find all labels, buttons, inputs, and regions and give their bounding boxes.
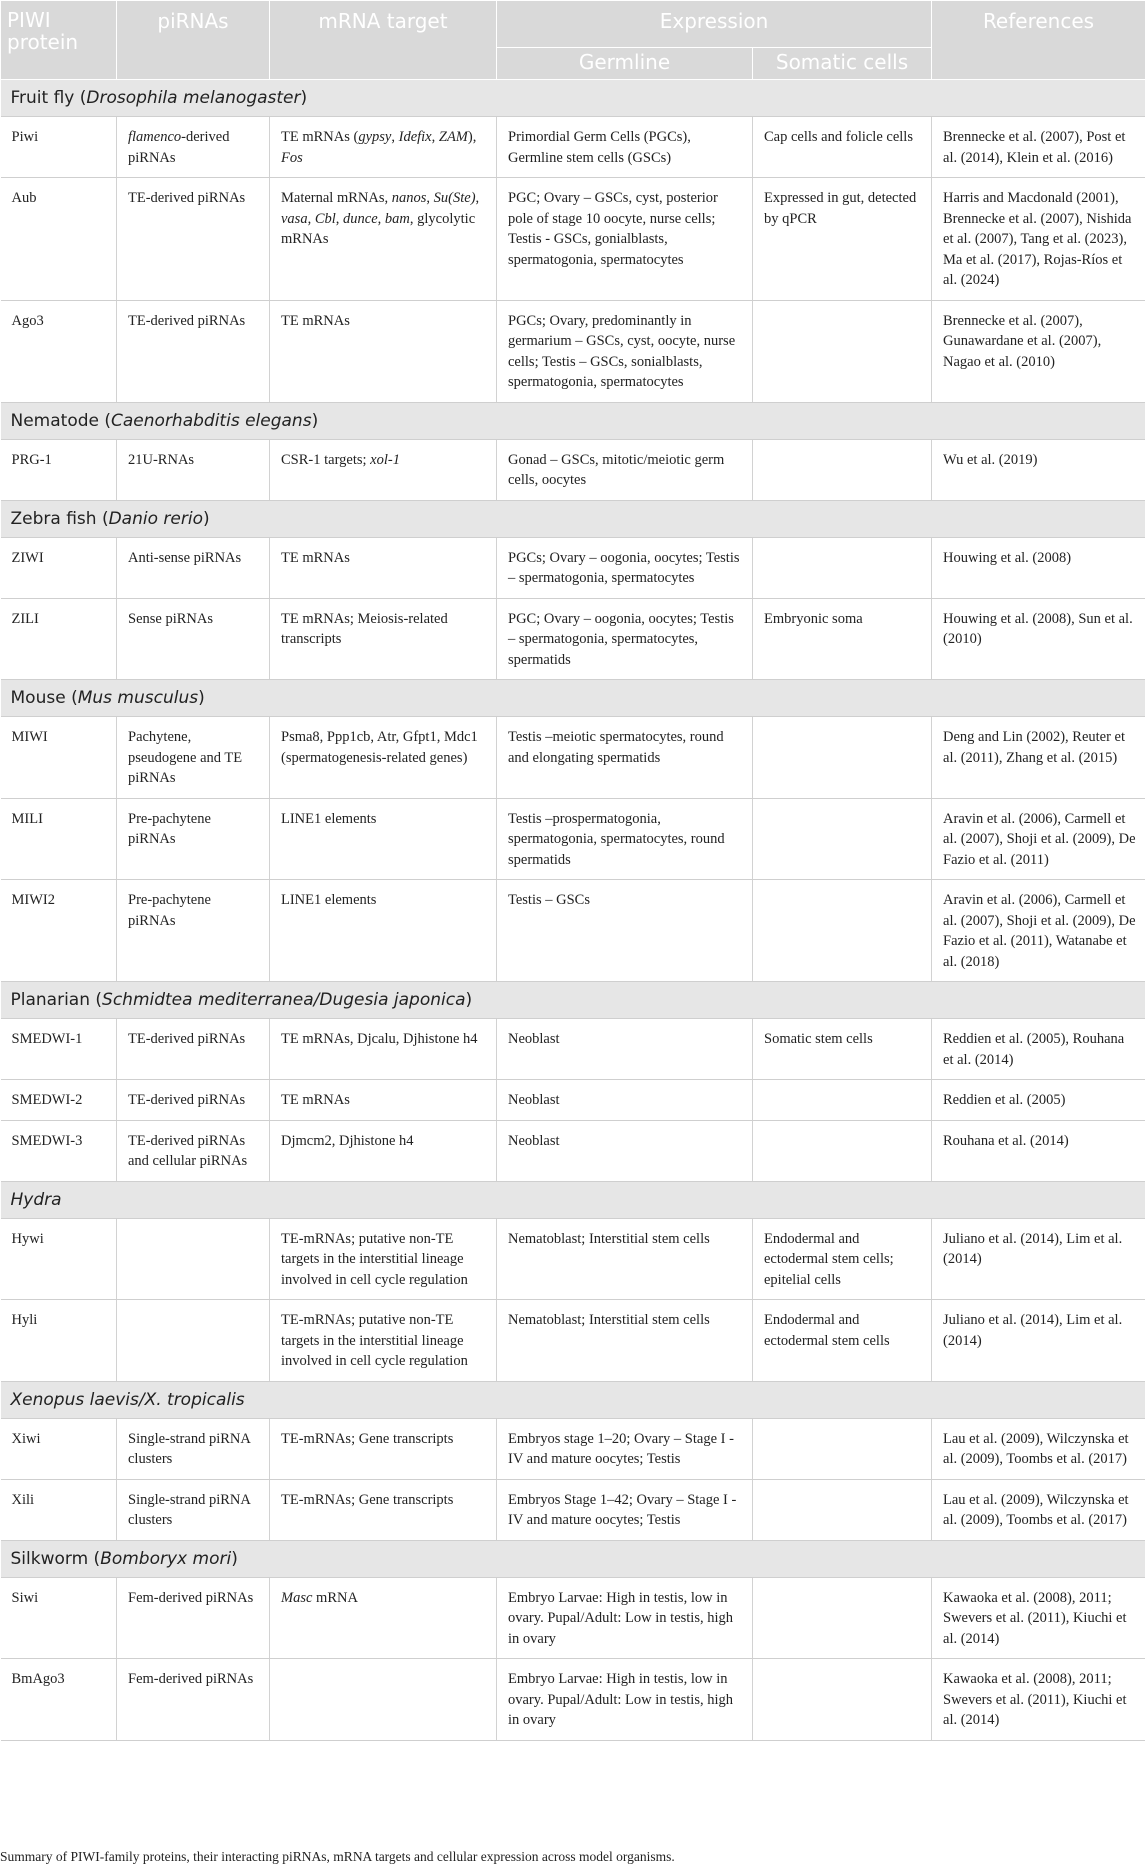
- cell-germline: Testis –prospermatogonia, spermatogonia, spermatocytes, round spermatids: [497, 798, 753, 880]
- cell-mrna-target: LINE1 elements: [270, 798, 497, 880]
- header-mrna-target: mRNA target: [270, 1, 497, 80]
- cell-germline: Embryos Stage 1–42; Ovary – Stage I - IV and mature oocytes; Testis: [497, 1479, 753, 1540]
- cell-references: Rouhana et al. (2014): [932, 1120, 1145, 1181]
- table-row: [1, 300, 1145, 402]
- cell-germline: PGC; Ovary – oogonia, oocytes; Testis – spermatogonia, spermatocytes, spermatids: [497, 598, 753, 680]
- cell-references: Juliano et al. (2014), Lim et al. (2014): [932, 1218, 1145, 1300]
- cell-germline: Testis –meiotic spermatocytes, round and elongating spermatids: [497, 717, 753, 799]
- cell-piwi-protein: Hywi: [1, 1218, 117, 1300]
- cell-piwi-protein: MILI: [1, 798, 117, 880]
- table-row: [1, 1080, 1145, 1121]
- organism-group-row: [1, 1181, 1145, 1218]
- cell-pirnas: [117, 1218, 270, 1300]
- table-row: [1, 798, 1145, 880]
- cell-mrna-target: Psma8, Ppp1cb, Atr, Gfpt1, Mdc1 (spermatogenesis-related genes): [270, 717, 497, 799]
- cell-piwi-protein: MIWI: [1, 717, 117, 799]
- cell-mrna-target: TE-mRNAs; putative non-TE targets in the interstitial lineage involved in cell cycle regulation: [270, 1218, 497, 1300]
- cell-references: Kawaoka et al. (2008), 2011; Swevers et al. (2011), Kiuchi et al. (2014): [932, 1577, 1145, 1659]
- cell-germline: PGCs; Ovary – oogonia, oocytes; Testis – spermatogonia, spermatocytes: [497, 537, 753, 598]
- cell-pirnas: Single-strand piRNA clusters: [117, 1479, 270, 1540]
- cell-references: Kawaoka et al. (2008), 2011; Swevers et al. (2011), Kiuchi et al. (2014): [932, 1659, 1145, 1741]
- cell-piwi-protein: BmAgo3: [1, 1659, 117, 1741]
- header-expression: Expression: [497, 1, 932, 48]
- cell-germline: PGC; Ovary – GSCs, cyst, posterior pole of stage 10 oocyte, nurse cells; Testis - GSCs, gonialblasts, spermatogonia, spermatocytes: [497, 178, 753, 301]
- header-references: References: [932, 1, 1145, 80]
- cell-somatic-cells: Embryonic soma: [753, 598, 932, 680]
- cell-piwi-protein: ZILI: [1, 598, 117, 680]
- cell-pirnas: Pachytene, pseudogene and TE piRNAs: [117, 717, 270, 799]
- cell-somatic-cells: Endodermal and ectodermal stem cells; epitelial cells: [753, 1218, 932, 1300]
- cell-pirnas: TE-derived piRNAs: [117, 1080, 270, 1121]
- table-row: [1, 178, 1145, 301]
- cell-references: Harris and Macdonald (2001), Brennecke et al. (2007), Nishida et al. (2007), Tang et al. (2023), Ma et al. (2017), Rojas-Ríos et al. (2024): [932, 178, 1145, 301]
- table-row: [1, 1479, 1145, 1540]
- cell-mrna-target: TE mRNAs: [270, 537, 497, 598]
- cell-somatic-cells: [753, 537, 932, 598]
- cell-somatic-cells: Endodermal and ectodermal stem cells: [753, 1300, 932, 1382]
- cell-germline: Embryo Larvae: High in testis, low in ovary. Pupal/Adult: Low in testis, high in ovary: [497, 1577, 753, 1659]
- cell-germline: PGCs; Ovary, predominantly in germarium – GSCs, cyst, oocyte, nurse cells; Testis – GSCs, sonialblasts, spermatogonia, spermatocytes: [497, 300, 753, 402]
- organism-group-row: [1, 1381, 1145, 1418]
- cell-pirnas: flamenco-derived piRNAs: [117, 117, 270, 178]
- cell-mrna-target: TE mRNAs: [270, 1080, 497, 1121]
- table-row: [1, 1120, 1145, 1181]
- cell-pirnas: Pre-pachytene piRNAs: [117, 880, 270, 982]
- cell-mrna-target: TE-mRNAs; Gene transcripts: [270, 1479, 497, 1540]
- cell-pirnas: Single-strand piRNA clusters: [117, 1418, 270, 1479]
- cell-piwi-protein: SMEDWI-1: [1, 1019, 117, 1080]
- cell-references: Juliano et al. (2014), Lim et al. (2014): [932, 1300, 1145, 1382]
- organism-group-row: [1, 402, 1145, 439]
- cell-piwi-protein: Ago3: [1, 300, 117, 402]
- organism-group-row: [1, 982, 1145, 1019]
- cell-piwi-protein: Aub: [1, 178, 117, 301]
- table-row: [1, 537, 1145, 598]
- cell-germline: Nematoblast; Interstitial stem cells: [497, 1300, 753, 1382]
- organism-group-title: Zebra fish (Danio rerio): [1, 500, 1145, 537]
- cell-mrna-target: Masc mRNA: [270, 1577, 497, 1659]
- cell-germline: Nematoblast; Interstitial stem cells: [497, 1218, 753, 1300]
- table-row: [1, 1218, 1145, 1300]
- cell-references: Lau et al. (2009), Wilczynska et al. (2009), Toombs et al. (2017): [932, 1479, 1145, 1540]
- organism-group-title: Planarian (Schmidtea mediterranea/Dugesia japonica): [1, 982, 1145, 1019]
- cell-piwi-protein: PRG-1: [1, 439, 117, 500]
- table-row: [1, 439, 1145, 500]
- cell-somatic-cells: Somatic stem cells: [753, 1019, 932, 1080]
- cell-references: Lau et al. (2009), Wilczynska et al. (2009), Toombs et al. (2017): [932, 1418, 1145, 1479]
- cell-piwi-protein: Siwi: [1, 1577, 117, 1659]
- cell-mrna-target: LINE1 elements: [270, 880, 497, 982]
- cell-piwi-protein: MIWI2: [1, 880, 117, 982]
- cell-pirnas: Anti-sense piRNAs: [117, 537, 270, 598]
- cell-pirnas: 21U-RNAs: [117, 439, 270, 500]
- cell-references: Deng and Lin (2002), Reuter et al. (2011), Zhang et al. (2015): [932, 717, 1145, 799]
- cell-pirnas: TE-derived piRNAs: [117, 1019, 270, 1080]
- organism-group-title: Mouse (Mus musculus): [1, 680, 1145, 717]
- cell-piwi-protein: SMEDWI-2: [1, 1080, 117, 1121]
- cell-somatic-cells: Expressed in gut, detected by qPCR: [753, 178, 932, 301]
- cell-pirnas: TE-derived piRNAs: [117, 178, 270, 301]
- cell-mrna-target: CSR-1 targets; xol-1: [270, 439, 497, 500]
- table-row: [1, 1019, 1145, 1080]
- cell-somatic-cells: [753, 300, 932, 402]
- cell-somatic-cells: [753, 1577, 932, 1659]
- cell-references: Houwing et al. (2008), Sun et al. (2010): [932, 598, 1145, 680]
- cell-piwi-protein: Xili: [1, 1479, 117, 1540]
- cell-references: Aravin et al. (2006), Carmell et al. (2007), Shoji et al. (2009), De Fazio et al. (2011), Watanabe et al. (2018): [932, 880, 1145, 982]
- table-row: [1, 117, 1145, 178]
- cell-mrna-target: TE-mRNAs; Gene transcripts: [270, 1418, 497, 1479]
- cell-pirnas: Pre-pachytene piRNAs: [117, 798, 270, 880]
- organism-group-title: Hydra: [1, 1181, 1145, 1218]
- cell-references: Reddien et al. (2005), Rouhana et al. (2014): [932, 1019, 1145, 1080]
- cell-germline: Primordial Germ Cells (PGCs), Germline stem cells (GSCs): [497, 117, 753, 178]
- cell-references: Houwing et al. (2008): [932, 537, 1145, 598]
- table-body: [1, 80, 1145, 1741]
- cell-piwi-protein: Hyli: [1, 1300, 117, 1382]
- header-somatic-cells: Somatic cells: [753, 48, 932, 80]
- cell-references: Brennecke et al. (2007), Post et al. (2014), Klein et al. (2016): [932, 117, 1145, 178]
- cell-mrna-target: TE mRNAs (gypsy, Idefix, ZAM), Fos: [270, 117, 497, 178]
- cell-mrna-target: Maternal mRNAs, nanos, Su(Ste), vasa, Cbl, dunce, bam, glycolytic mRNAs: [270, 178, 497, 301]
- cell-germline: Gonad – GSCs, mitotic/meiotic germ cells, oocytes: [497, 439, 753, 500]
- cell-germline: Neoblast: [497, 1019, 753, 1080]
- cell-pirnas: Fem-derived piRNAs: [117, 1659, 270, 1741]
- cell-references: Wu et al. (2019): [932, 439, 1145, 500]
- table-row: [1, 1300, 1145, 1382]
- organism-group-row: [1, 1540, 1145, 1577]
- cell-somatic-cells: [753, 717, 932, 799]
- cell-piwi-protein: ZIWI: [1, 537, 117, 598]
- table-row: [1, 1659, 1145, 1741]
- cell-somatic-cells: [753, 439, 932, 500]
- cell-somatic-cells: [753, 880, 932, 982]
- organism-group-row: [1, 500, 1145, 537]
- table-row: [1, 1418, 1145, 1479]
- cell-germline: Embryos stage 1–20; Ovary – Stage I - IV and mature oocytes; Testis: [497, 1418, 753, 1479]
- cell-somatic-cells: Cap cells and folicle cells: [753, 117, 932, 178]
- cell-germline: Neoblast: [497, 1080, 753, 1121]
- cell-pirnas: [117, 1300, 270, 1382]
- organism-group-title: Xenopus laevis/X. tropicalis: [1, 1381, 1145, 1418]
- cell-somatic-cells: [753, 1080, 932, 1121]
- cell-mrna-target: Djmcm2, Djhistone h4: [270, 1120, 497, 1181]
- organism-group-title: Silkworm (Bomboryx mori): [1, 1540, 1145, 1577]
- cell-somatic-cells: [753, 798, 932, 880]
- organism-group-row: [1, 80, 1145, 117]
- cell-germline: Testis – GSCs: [497, 880, 753, 982]
- cell-somatic-cells: [753, 1418, 932, 1479]
- cell-pirnas: Fem-derived piRNAs: [117, 1577, 270, 1659]
- cell-mrna-target: TE mRNAs, Djcalu, Djhistone h4: [270, 1019, 497, 1080]
- header-piwi-protein: PIWI protein: [1, 1, 117, 80]
- cell-piwi-protein: Piwi: [1, 117, 117, 178]
- cell-mrna-target: [270, 1659, 497, 1741]
- cell-pirnas: TE-derived piRNAs and cellular piRNAs: [117, 1120, 270, 1181]
- table-caption: Summary of PIWI-family proteins, their interacting piRNAs, mRNA targets and cellular expression across model organisms.: [0, 1849, 675, 1864]
- cell-pirnas: Sense piRNAs: [117, 598, 270, 680]
- cell-references: Reddien et al. (2005): [932, 1080, 1145, 1121]
- table-row: [1, 1577, 1145, 1659]
- organism-group-row: [1, 680, 1145, 717]
- cell-pirnas: TE-derived piRNAs: [117, 300, 270, 402]
- cell-piwi-protein: SMEDWI-3: [1, 1120, 117, 1181]
- cell-piwi-protein: Xiwi: [1, 1418, 117, 1479]
- header-pirnas: piRNAs: [117, 1, 270, 80]
- cell-mrna-target: TE mRNAs: [270, 300, 497, 402]
- table-row: [1, 598, 1145, 680]
- cell-references: Brennecke et al. (2007), Gunawardane et al. (2007), Nagao et al. (2010): [932, 300, 1145, 402]
- cell-mrna-target: TE-mRNAs; putative non-TE targets in the interstitial lineage involved in cell cycle regulation: [270, 1300, 497, 1382]
- cell-mrna-target: TE mRNAs; Meiosis-related transcripts: [270, 598, 497, 680]
- cell-somatic-cells: [753, 1120, 932, 1181]
- cell-germline: Neoblast: [497, 1120, 753, 1181]
- cell-somatic-cells: [753, 1479, 932, 1540]
- table-row: [1, 717, 1145, 799]
- cell-germline: Embryo Larvae: High in testis, low in ovary. Pupal/Adult: Low in testis, high in ovary: [497, 1659, 753, 1741]
- cell-somatic-cells: [753, 1659, 932, 1741]
- organism-group-title: Nematode (Caenorhabditis elegans): [1, 402, 1145, 439]
- table-row: [1, 880, 1145, 982]
- header-germline: Germline: [497, 48, 753, 80]
- organism-group-title: Fruit fly (Drosophila melanogaster): [1, 80, 1145, 117]
- cell-references: Aravin et al. (2006), Carmell et al. (2007), Shoji et al. (2009), De Fazio et al. (2011): [932, 798, 1145, 880]
